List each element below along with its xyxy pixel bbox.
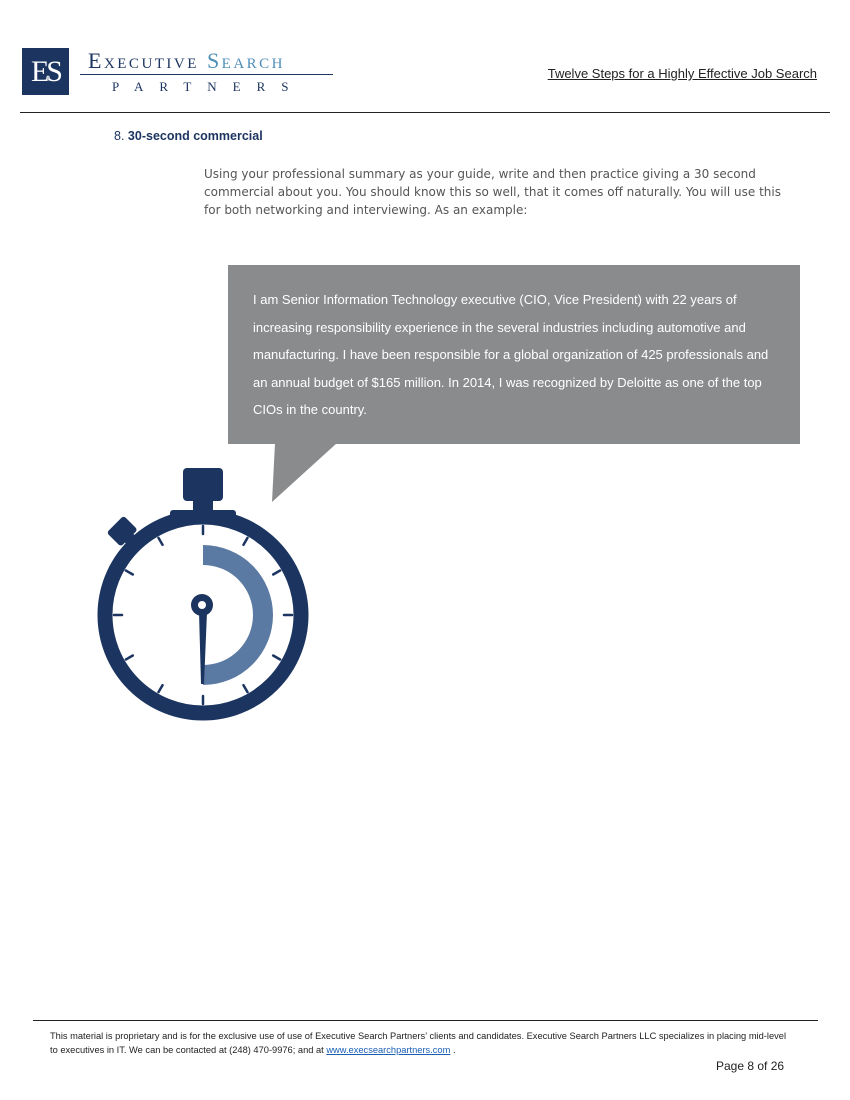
stopwatch-icon [95, 466, 315, 726]
example-speech-bubble [228, 265, 800, 444]
logo-word-executive: Executive [88, 48, 199, 73]
example-commercial-text: I am Senior Information Technology executive (CIO, Vice President) with 22 years of increasing responsibility experience in the several industries including automotive and manufacturing. I have been responsible for a global organization of 425 professionals and an annual budget of $165 million. In 2014, I was recognized by Deloitte as one of the top CIOs in the country. [253, 292, 769, 418]
section-title: 30-second commercial [127, 129, 263, 143]
website-link[interactable]: www.execsearchpartners.com [326, 1044, 451, 1055]
document-title: Twelve Steps for a Highly Effective Job Search [547, 66, 817, 81]
footer-divider [33, 1020, 818, 1021]
section-number: 8. [114, 129, 125, 143]
footer-disclaimer [50, 1030, 790, 1057]
logo-word-search: Search [206, 48, 286, 73]
page-number: Page 8 of 26 [716, 1059, 785, 1073]
logo-word-partners: PARTNERS [112, 79, 305, 94]
logo-mark: ES [22, 48, 69, 95]
footer-disclaimer-end: . [452, 1044, 456, 1055]
section-paragraph: Using your professional summary as your guide, write and then practice giving a 30 second commercial about you. You should know this so well, that it comes off naturally. You will use this for both networking and interviewing. As an example: [204, 167, 781, 217]
footer-disclaimer-text: This material is proprietary and is for the exclusive use of use of Executive Search Partners’ clients and candidates. Executive Search Partners LLC specializes in placing mid-level to executives in IT. We can be contacted at (248) 470-9976; and at [50, 1031, 787, 1055]
